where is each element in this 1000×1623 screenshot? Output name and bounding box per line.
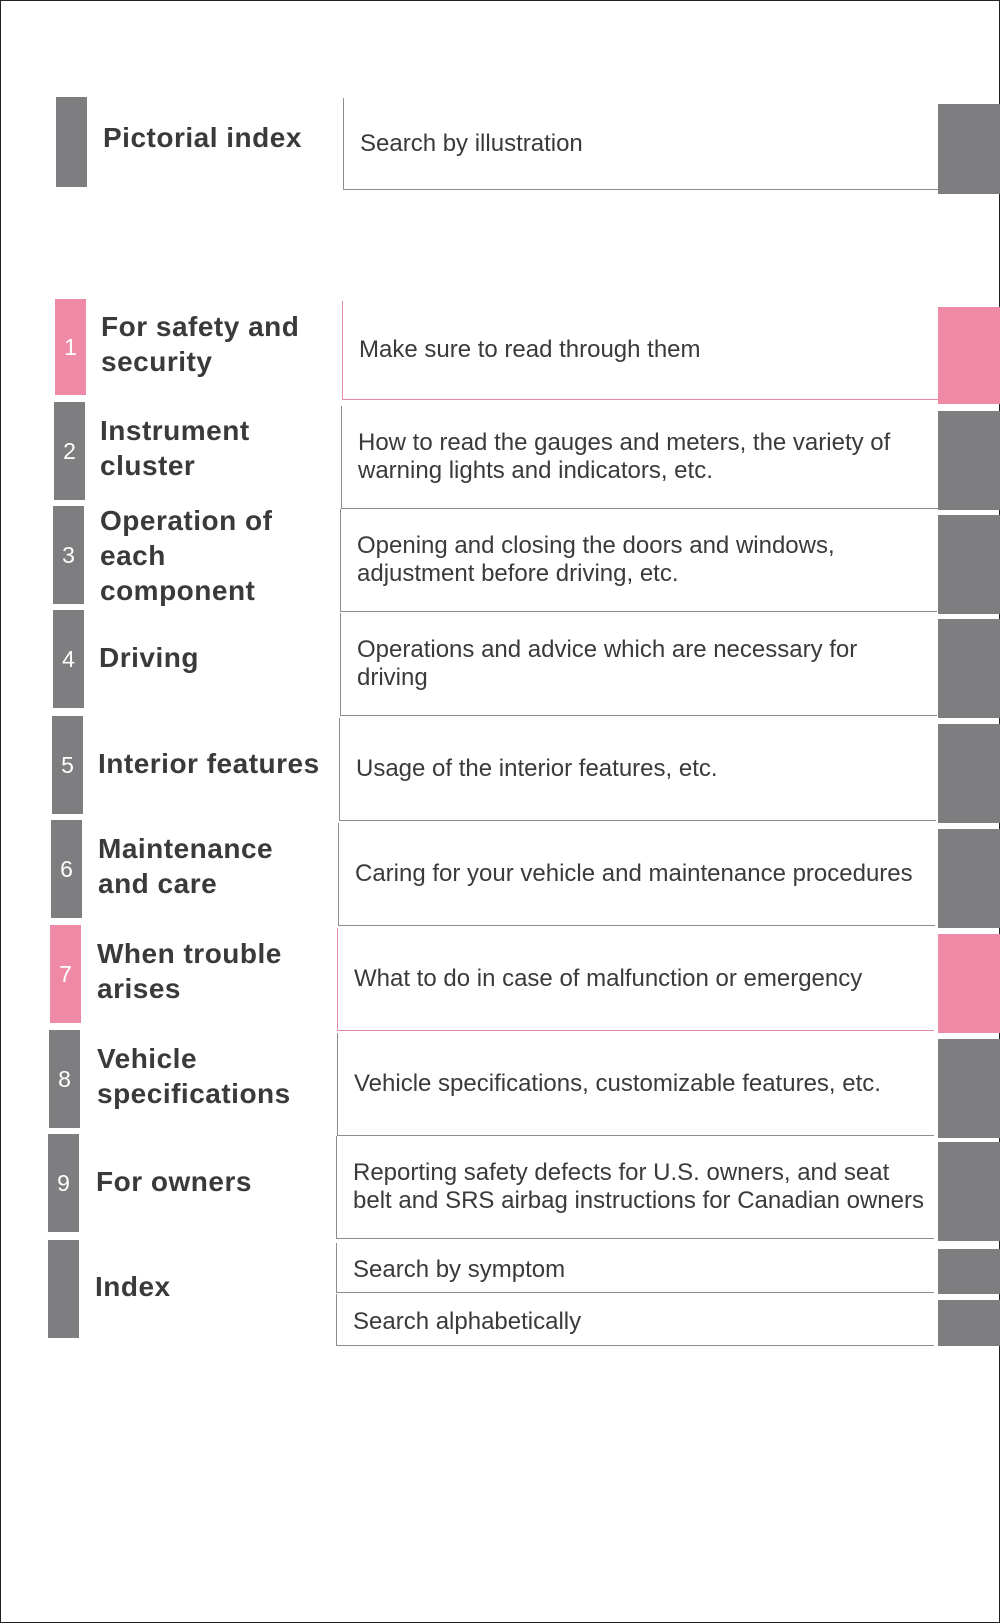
section-title: Pictorial index	[103, 121, 302, 153]
section-tab-right	[938, 104, 1000, 194]
section-number: 9	[48, 1134, 79, 1232]
section-description: Reporting safety defects for U.S. owners, and seat belt and SRS airbag instructions for Canadian owners	[336, 1136, 934, 1239]
section-description: Search by illustration	[343, 98, 939, 190]
section-tab-right	[938, 619, 1000, 718]
index-item-symptom[interactable]: Search by symptom	[336, 1243, 934, 1293]
section-description: Caring for your vehicle and maintenance procedures	[338, 823, 935, 926]
section-title: For owners	[96, 1165, 252, 1197]
section-tab-right	[938, 307, 1000, 404]
section-tab-right	[938, 724, 1000, 823]
section-description: Vehicle specifications, customizable features, etc.	[337, 1033, 934, 1136]
section-number: 4	[53, 610, 84, 708]
section-title: For safety and security	[101, 311, 300, 377]
section-tab-right	[938, 515, 1000, 614]
section-description: Usage of the interior features, etc.	[339, 718, 936, 821]
section-number: 1	[55, 299, 86, 395]
section-description: Make sure to read through them	[342, 301, 938, 400]
section-tab-right	[938, 1249, 1000, 1294]
section-tab-right	[938, 411, 1000, 510]
section-number: 3	[53, 506, 84, 604]
section-number: 7	[50, 925, 81, 1023]
section-title: Index	[95, 1270, 171, 1302]
section-title: Maintenance and care	[98, 833, 274, 899]
section-tab-right	[938, 1142, 1000, 1241]
section-number: 5	[52, 716, 83, 814]
section-title: Operation of each component	[100, 504, 273, 606]
section-tab-right	[938, 934, 1000, 1033]
section-tab-left	[48, 1240, 79, 1338]
section-title: Vehicle specifications	[97, 1043, 291, 1109]
section-title: When trouble arises	[97, 938, 282, 1004]
section-description: Operations and advice which are necessary for driving	[340, 613, 937, 716]
section-number: 8	[49, 1030, 80, 1128]
section-tab-right	[938, 829, 1000, 928]
section-title: Driving	[99, 641, 199, 673]
section-description: Opening and closing the doors and windows, adjustment before driving, etc.	[340, 509, 937, 612]
section-tab-right	[938, 1039, 1000, 1138]
section-description: What to do in case of malfunction or emergency	[337, 928, 934, 1031]
section-description: How to read the gauges and meters, the variety of warning lights and indicators, etc.	[341, 406, 938, 509]
section-tab-left	[56, 97, 87, 187]
section-number: 2	[54, 402, 85, 500]
section-title: Instrument cluster	[100, 415, 250, 481]
section-tab-right	[938, 1300, 1000, 1346]
section-title: Interior features	[98, 747, 320, 779]
section-number: 6	[51, 820, 82, 918]
index-item-alphabetical[interactable]: Search alphabetically	[336, 1294, 934, 1346]
